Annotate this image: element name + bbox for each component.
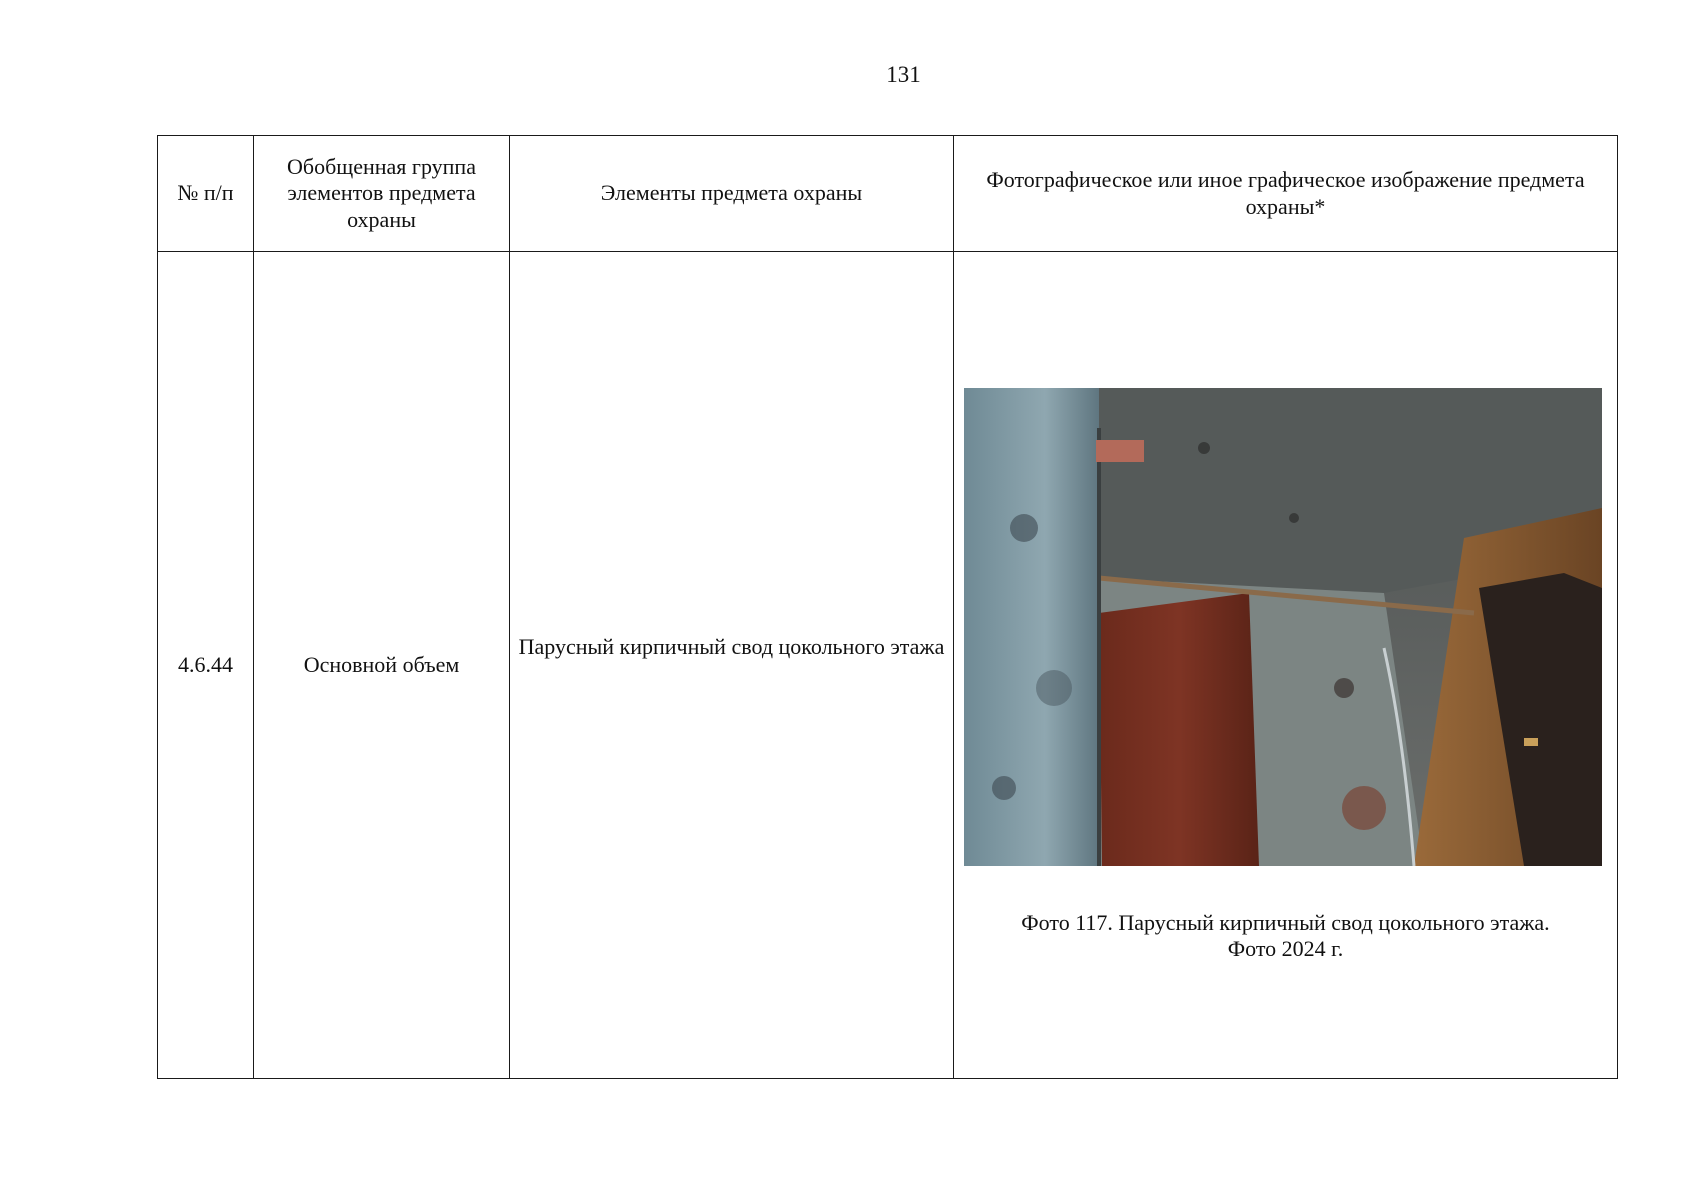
header-elements: Элементы предмета охраны	[510, 136, 954, 252]
header-number: № п/п	[158, 136, 254, 252]
row-group: Основной объем	[254, 252, 510, 1079]
row-element: Парусный кирпичный свод цокольного этажа	[518, 633, 945, 659]
photo-caption-line2: Фото 2024 г.	[1227, 936, 1344, 962]
row-element-cell	[510, 252, 954, 1079]
header-image: Фотографическое или иное графическое изображение предмета охраны*	[954, 136, 1618, 252]
row-photo-cell	[954, 252, 1618, 1079]
photo-caption	[954, 910, 1617, 963]
protection-table	[157, 135, 1618, 1079]
page-number: 131	[886, 62, 921, 87]
table-row	[158, 252, 1618, 1079]
row-number: 4.6.44	[158, 252, 254, 1079]
header-group: Обобщенная группа элементов предмета охраны	[254, 136, 510, 252]
basement-vault-photo	[964, 388, 1602, 866]
photo-caption-line1: Фото 117. Парусный кирпичный свод цокольного этажа.	[1021, 910, 1550, 935]
table-header-row	[158, 136, 1618, 252]
